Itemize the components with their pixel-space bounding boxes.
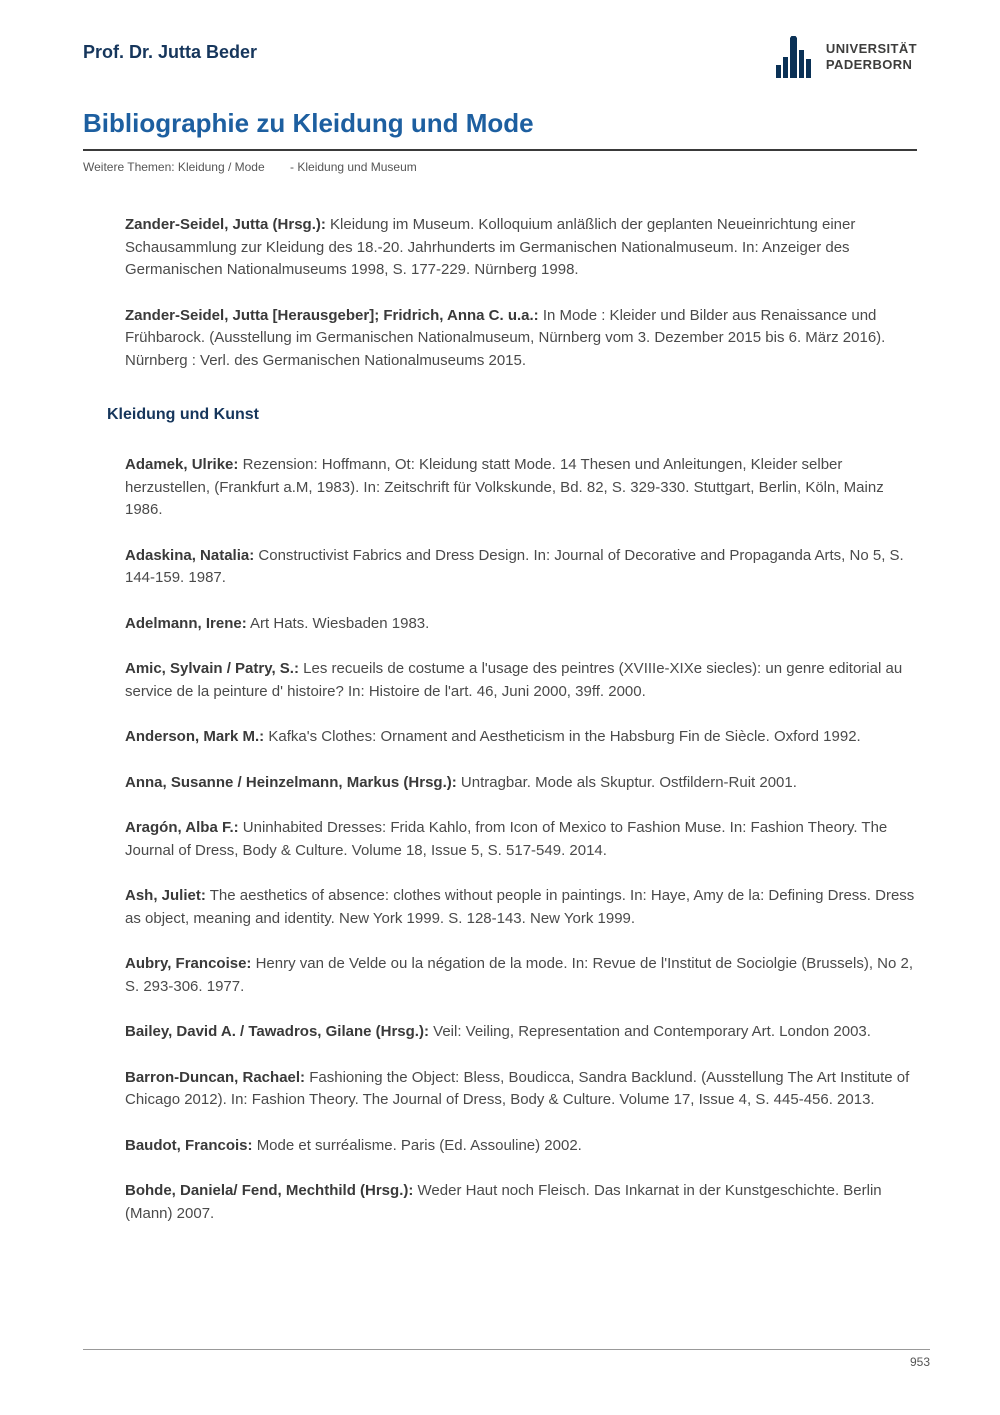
entry-text: In Mode : Kleider und Bilder aus Renaissance und Frühbarock. (Ausstellung im Germanischen Nationalmuseum, Nürnberg vom 3. Dezember 2015 bis 6. März 2016). Nürnberg : Verl. des Germanischen Nationalmuseums 2015. <box>125 306 886 369</box>
page-author: Prof. Dr. Jutta Beder <box>83 42 258 62</box>
entry-author: Adamek, Ulrike: <box>125 456 239 473</box>
footer-divider <box>83 1349 930 1350</box>
bibliography-entry <box>125 454 915 522</box>
logo-line-1: UNIVERSITÄT <box>825 40 917 56</box>
entry-author: Bohde, Daniela/ Fend, Mechthild (Hrsg.): <box>125 1182 414 1199</box>
bibliography-entry <box>125 1180 915 1225</box>
title-divider <box>83 149 917 151</box>
entry-author: Anna, Susanne / Heinzelmann, Markus (Hrsg.): <box>125 773 457 791</box>
entry-author: Anderson, Mark M.: <box>125 728 265 745</box>
entry-text: Henry van de Velde ou la négation de la mode. In: Revue de l'Institut de Sociolgie (Brussels), No 2, S. 293-306. 1977. <box>125 955 914 995</box>
bibliography-entry <box>125 613 915 636</box>
entry-author: Zander-Seidel, Jutta [Herausgeber]; Fridrich, Anna C. u.a.: <box>125 306 539 324</box>
bibliography-entry <box>125 545 915 590</box>
bibliography-entry <box>125 885 915 930</box>
subtitle-topics: Weitere Themen: Kleidung / Mode <box>83 160 265 174</box>
entry-author: Barron-Duncan, Rachael: <box>125 1068 306 1086</box>
subtitle-line <box>83 160 917 174</box>
bibliography-entry <box>125 817 915 862</box>
entry-text: The aesthetics of absence: clothes without people in paintings. In: Haye, Amy de la: Defining Dress. Dress as object, meaning and identity. New York 1999. S. 128-143. New York 1999. <box>125 887 915 927</box>
bibliography-entry <box>125 1135 915 1158</box>
bibliography-entry <box>125 1021 915 1044</box>
entry-author: Baudot, Francois: <box>125 1136 253 1154</box>
bibliography-entry <box>125 953 915 998</box>
page-title: Bibliographie zu Kleidung und Mode <box>83 108 534 138</box>
entry-text: Kleidung im Museum. Kolloquium anläßlich der geplanten Neueinrichtung einer Schausammlung zur Kleidung des 18.-20. Jahrhunderts im Germanischen Nationalmuseum. In: Anzeiger des Germanischen Nationalmuseums 1998, S. 177-229. Nürnberg 1998. <box>125 216 856 278</box>
entry-text: Weder Haut noch Fleisch. Das Inkarnat in der Kunstgeschichte. Berlin (Mann) 2007. <box>125 1182 882 1222</box>
entry-text: Constructivist Fabrics and Dress Design. In: Journal of Decorative and Propaganda Arts, No 5, S. 144-159. 1987. <box>125 546 904 586</box>
entry-author: Adaskina, Natalia: <box>125 546 255 564</box>
bibliography-list <box>83 214 917 1225</box>
entry-text: Art Hats. Wiesbaden 1983. <box>250 614 430 632</box>
logo-line-2: PADERBORN <box>825 57 913 72</box>
page-header <box>83 34 917 174</box>
bibliography-entry <box>125 658 915 703</box>
bibliography-entry <box>125 772 915 795</box>
entry-text: Veil: Veiling, Representation and Contemporary Art. London 2003. <box>433 1023 871 1040</box>
entry-text: Mode et surréalisme. Paris (Ed. Assouline) 2002. <box>256 1136 582 1154</box>
bibliography-entry <box>125 1067 915 1112</box>
bibliography-entry <box>125 214 915 282</box>
entry-text: Fashioning the Object: Bless, Boudicca, Sandra Backlund. (Ausstellung The Art Institute of Chicago 2012). In: Fashion Theory. The Journal of Dress, Body & Culture. Volume 17, Issue 4, S. 445-456. 2013. <box>125 1068 910 1108</box>
section-heading-kleidung-und-kunst: Kleidung und Kunst <box>107 406 259 423</box>
entry-text: Rezension: Hoffmann, Ot: Kleidung statt Mode. 14 Thesen und Anleitungen, Kleider selber herzustellen, (Frankfurt a.M, 1983). In: Zeitschrift für Volkskunde, Bd. 82, S. 329-330. Stuttgart, Berlin, Köln, Mainz 1986. <box>125 456 884 518</box>
bibliography-entry <box>125 305 915 373</box>
entry-text: Kafka's Clothes: Ornament and Aestheticism in the Habsburg Fin de Siècle. Oxford 1992. <box>268 728 861 745</box>
entry-text: Uninhabited Dresses: Frida Kahlo, from Icon of Mexico to Fashion Muse. In: Fashion Theory. The Journal of Dress, Body & Culture. Volume 18, Issue 5, S. 517-549. 2014. <box>125 819 888 859</box>
page-footer <box>83 1349 930 1369</box>
entry-author: Ash, Juliet: <box>125 887 206 904</box>
university-logo <box>775 36 917 78</box>
entry-author: Bailey, David A. / Tawadros, Gilane (Hrsg.): <box>125 1023 429 1040</box>
paderborn-university-logo-icon <box>775 36 817 78</box>
entry-author: Aubry, Francoise: <box>125 955 252 972</box>
page-number: 953 <box>909 1355 930 1369</box>
entry-author: Aragón, Alba F.: <box>125 819 239 836</box>
entry-author: Zander-Seidel, Jutta (Hrsg.): <box>125 216 326 233</box>
top-bar <box>83 34 917 78</box>
entry-text: Untragbar. Mode als Skuptur. Ostfildern-Ruit 2001. <box>460 773 797 791</box>
entry-text: Les recueils de costume a l'usage des peintres (XVIIIe-XIXe siecles): un genre editorial au service de la peinture d' histoire? In: Histoire de l'art. 46, Juni 2000, 39ff. 2000. <box>125 660 903 700</box>
subtitle-topic-museum: - Kleidung und Museum <box>290 160 417 174</box>
entry-author: Amic, Sylvain / Patry, S.: <box>125 660 299 677</box>
entry-author: Adelmann, Irene: <box>125 614 247 632</box>
university-logo-text <box>826 41 917 74</box>
bibliography-entry <box>125 726 915 749</box>
